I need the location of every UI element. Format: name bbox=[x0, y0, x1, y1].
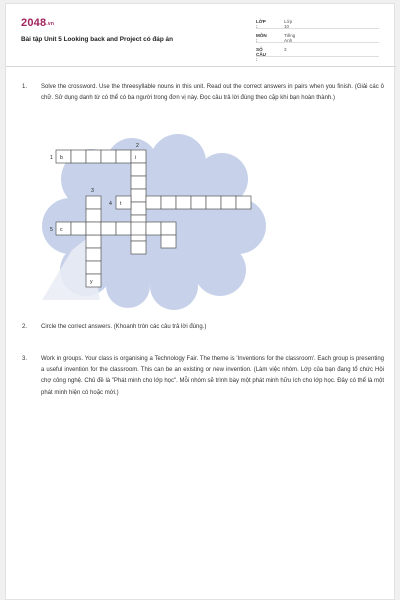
logo-text: 2048 bbox=[21, 17, 47, 29]
worksheet-page bbox=[5, 3, 395, 600]
question-text: Circle the correct answers. (Khoanh tròn các câu trả lời đúng.) bbox=[41, 324, 207, 330]
meta-value: Tiếng Anh bbox=[284, 33, 296, 43]
clue-number: 4 bbox=[109, 201, 112, 207]
meta-label: LỚP : bbox=[256, 19, 266, 29]
question-number: 1. bbox=[22, 84, 28, 90]
question-3 bbox=[22, 354, 384, 399]
question-text: Solve the crossword. Use the threesyllable nouns in this unit. Read out the correct answers in pairs when you finish. (Giải các ô chữ. Sử dụng danh từ có thể có ba người trong đơn vị này. Đọc câu trả lời đúng theo cặp khi bạn hoàn thành.) bbox=[41, 84, 384, 102]
crossword-puzzle bbox=[6, 4, 396, 324]
logo-suffix: .vn bbox=[46, 21, 55, 27]
meta-label: MÔN : bbox=[256, 33, 267, 43]
question-number: 2. bbox=[22, 324, 28, 330]
meta-value: Lớp 10 bbox=[284, 19, 293, 29]
question-text: Work in groups. Your class is organising a Technology Fair. The theme is 'Inventions for the classroom'. Each group is presenting a useful invention for the classroom. This can be an existing or new invention. (Làm việc nhóm. Lớp của bạn đang tổ chức Hội chợ công nghệ. Chủ đề là "Phát minh cho lớp học". Mỗi nhóm sẽ trình bày một phát minh hữu ích cho lớp học. Đây có thể là một phát minh hiện có hoặc mới.) bbox=[41, 356, 384, 396]
cell-letter: y bbox=[90, 279, 93, 285]
meta-label: SỐ CÂU : bbox=[256, 47, 266, 62]
cell-letter: i bbox=[135, 155, 137, 161]
meta-value: 3 bbox=[284, 47, 287, 52]
question-2 bbox=[22, 322, 384, 333]
clue-number: 1 bbox=[50, 155, 53, 161]
question-number: 3. bbox=[22, 356, 28, 362]
clue-number: 3 bbox=[91, 188, 94, 194]
cell-letter: c bbox=[60, 227, 63, 233]
clue-number: 5 bbox=[50, 227, 53, 233]
cell-letter: t bbox=[120, 201, 122, 207]
document-title: Bài tập Unit 5 Looking back and Project có đáp án bbox=[21, 36, 173, 43]
cell-letter: b bbox=[60, 155, 63, 161]
clue-number: 2 bbox=[136, 143, 139, 149]
